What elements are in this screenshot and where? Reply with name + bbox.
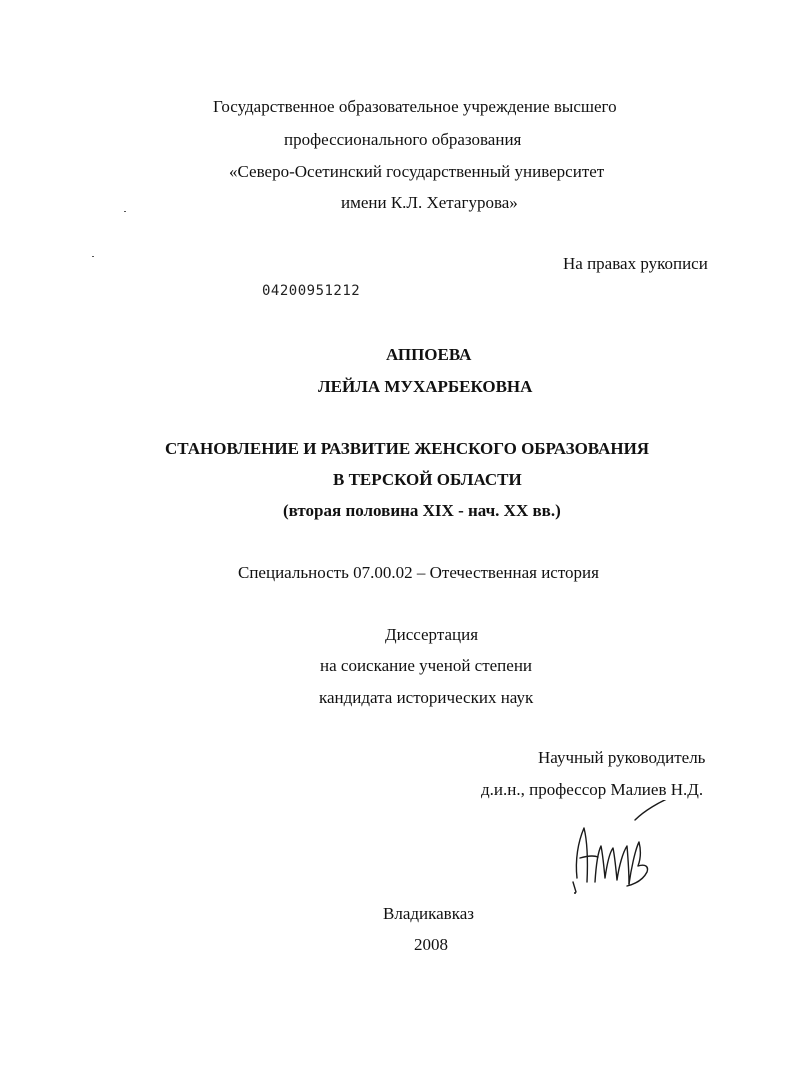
dissertation-title-line-1: СТАНОВЛЕНИЕ И РАЗВИТИЕ ЖЕНСКОГО ОБРАЗОВАНИЯ — [165, 439, 650, 458]
institution-line-2: профессионального образования — [284, 130, 522, 149]
dissertation-title-line-2: В ТЕРСКОЙ ОБЛАСТИ — [333, 470, 522, 489]
registration-number: 04200951212 — [262, 283, 361, 299]
supervisor-name: д.и.н., профессор Малиев Н.Д. — [481, 780, 704, 799]
scan-speck — [92, 256, 94, 257]
author-given-names: ЛЕЙЛА МУХАРБЕКОВНА — [318, 377, 533, 396]
manuscript-note: На правах рукописи — [563, 254, 708, 273]
degree-line-1: Диссертация — [385, 625, 479, 644]
institution-line-3: «Северо-Осетинский государственный университет — [229, 162, 605, 181]
degree-line-2: на соискание ученой степени — [320, 656, 533, 675]
author-surname: АППОЕВА — [386, 345, 472, 364]
year: 2008 — [414, 935, 448, 954]
institution-line-1: Государственное образовательное учреждение высшего — [213, 97, 617, 116]
institution-line-4: имени К.Л. Хетагурова» — [341, 193, 518, 212]
handwritten-signature — [565, 800, 695, 895]
city: Владикавказ — [383, 904, 474, 923]
supervisor-label: Научный руководитель — [538, 748, 706, 767]
dissertation-title-line-3: (вторая половина XIX - нач. XX вв.) — [283, 501, 561, 520]
specialty: Специальность 07.00.02 – Отечественная история — [238, 563, 599, 582]
scan-speck — [124, 211, 126, 212]
degree-line-3: кандидата исторических наук — [319, 688, 534, 707]
